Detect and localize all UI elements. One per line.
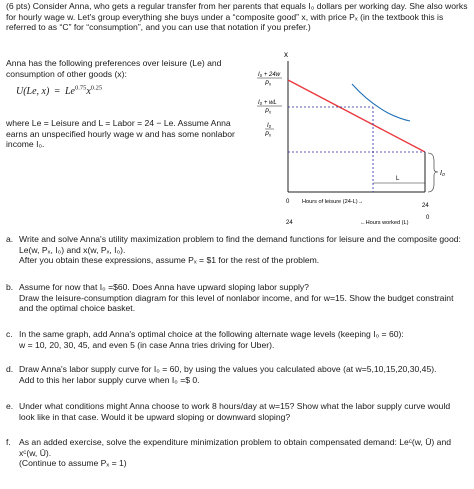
labor-label: L — [396, 176, 400, 182]
question-label: a. — [6, 234, 14, 244]
question-b — [6, 282, 468, 314]
work-axis-end: 0 — [426, 215, 430, 221]
question-line: Draw the leisure-consumption diagram for this level of nonlabor income, and for w=15. Show the budget constraint and the optimal choice basket. — [19, 292, 454, 314]
question-line: After you obtain these expressions, assume Pₓ = $1 for the rest of the problem. — [19, 255, 320, 266]
label-optimal-consumption-den: Pₓ — [265, 109, 272, 115]
work-axis-start: 24 — [286, 220, 293, 226]
question-line: Add to this her labor supply curve when I₀ =$ 0. — [19, 374, 200, 385]
nonlabor-income-brace — [428, 153, 438, 192]
preferences-text: Anna has the following preferences over leisure (Le) and consumption of other goods (x): — [6, 58, 222, 79]
question-label: f. — [6, 437, 11, 447]
question-line: (Continue to assume Pₓ = 1) — [19, 458, 127, 469]
question-c — [6, 329, 468, 350]
label-max-consumption-den: Pₓ — [265, 81, 272, 87]
question-d — [6, 364, 468, 385]
question-line: In the same graph, add Anna's optimal choice at the following alternate wage levels (keeping I₀ = 60): — [19, 329, 404, 339]
question-line: As an added exercise, solve the expenditure minimization problem to obtain compensated demand: Leᶜ(w, Ū) and xᶜ(w, Ū). — [19, 437, 452, 458]
y-axis-label: x — [284, 50, 288, 59]
utility-base-x: x — [86, 86, 91, 97]
origin-label: 0 — [286, 199, 290, 205]
question-e — [6, 401, 468, 422]
intro-paragraph: (6 pts) Consider Anna, who gets a regular transfer from her parents that equals I₀ dollars per working day. She also works for hourly wage w. Let's group everything she buys under a “composite good” x, with price Pₓ (in the textbook this is referred to as “C” for “consumption”, and you can use that notation if you prefer.) — [6, 1, 468, 33]
label-nonlabor-consumption-den: Pₓ — [265, 132, 272, 138]
question-label: c. — [6, 329, 13, 339]
utility-base-le: Le — [64, 86, 75, 97]
definitions-text: where Le = Leisure and L = Labor = 24 − Le. Assume Anna earns an unspecified hourly wage w and has some nonlabor income I₀. — [6, 118, 235, 150]
indifference-curve — [352, 84, 410, 121]
question-label: d. — [6, 364, 14, 374]
question-line: Write and solve Anna's utility maximization problem to find the demand functions for leisure and the composite good: Le(w, Pₓ, I₀) and x(w, Pₓ, I₀). — [19, 234, 461, 255]
label-nonlabor-consumption: I₀ — [267, 123, 272, 129]
work-axis-label: ←Hours worked (L) — [360, 220, 409, 226]
utility-exp-le: 0.75 — [74, 84, 87, 92]
utility-exp-x: 0.25 — [90, 84, 103, 92]
question-label: e. — [6, 401, 14, 411]
question-line: Draw Anna's labor supply curve for I₀ = 60, by using the values you calculated above (at w=5,10,15,20,30,45). — [19, 364, 437, 374]
question-a — [6, 234, 468, 266]
label-optimal-consumption: I₀ + wL — [258, 100, 277, 106]
question-line: Under what conditions might Anna choose to work 8 hours/day at w=15? Show what the labor supply curve would look like in that case. Would it be upward sloping or downward sloping? — [19, 401, 451, 422]
label-max-consumption: I₀ + 24w — [258, 72, 281, 78]
leisure-axis-label: Hours of leisure (24-L)→ — [302, 199, 364, 205]
right-income-label: I₀ — [440, 170, 445, 177]
leisure-axis-end: 24 — [422, 203, 429, 209]
question-f — [6, 437, 468, 469]
question-line: Assume for now that I₀ =$60. Does Anna have upward sloping labor supply? — [19, 282, 309, 292]
budget-line — [288, 80, 425, 152]
question-label: b. — [6, 282, 14, 292]
utility-function — [16, 86, 102, 97]
leisure-consumption-diagram — [240, 47, 472, 232]
utility-eq: = — [54, 86, 60, 97]
utility-lhs: U(Le, x) — [16, 86, 50, 97]
question-line: w = 10, 20, 30, 45, and even 5 (in case Anna tries driving for Uber). — [19, 339, 275, 350]
